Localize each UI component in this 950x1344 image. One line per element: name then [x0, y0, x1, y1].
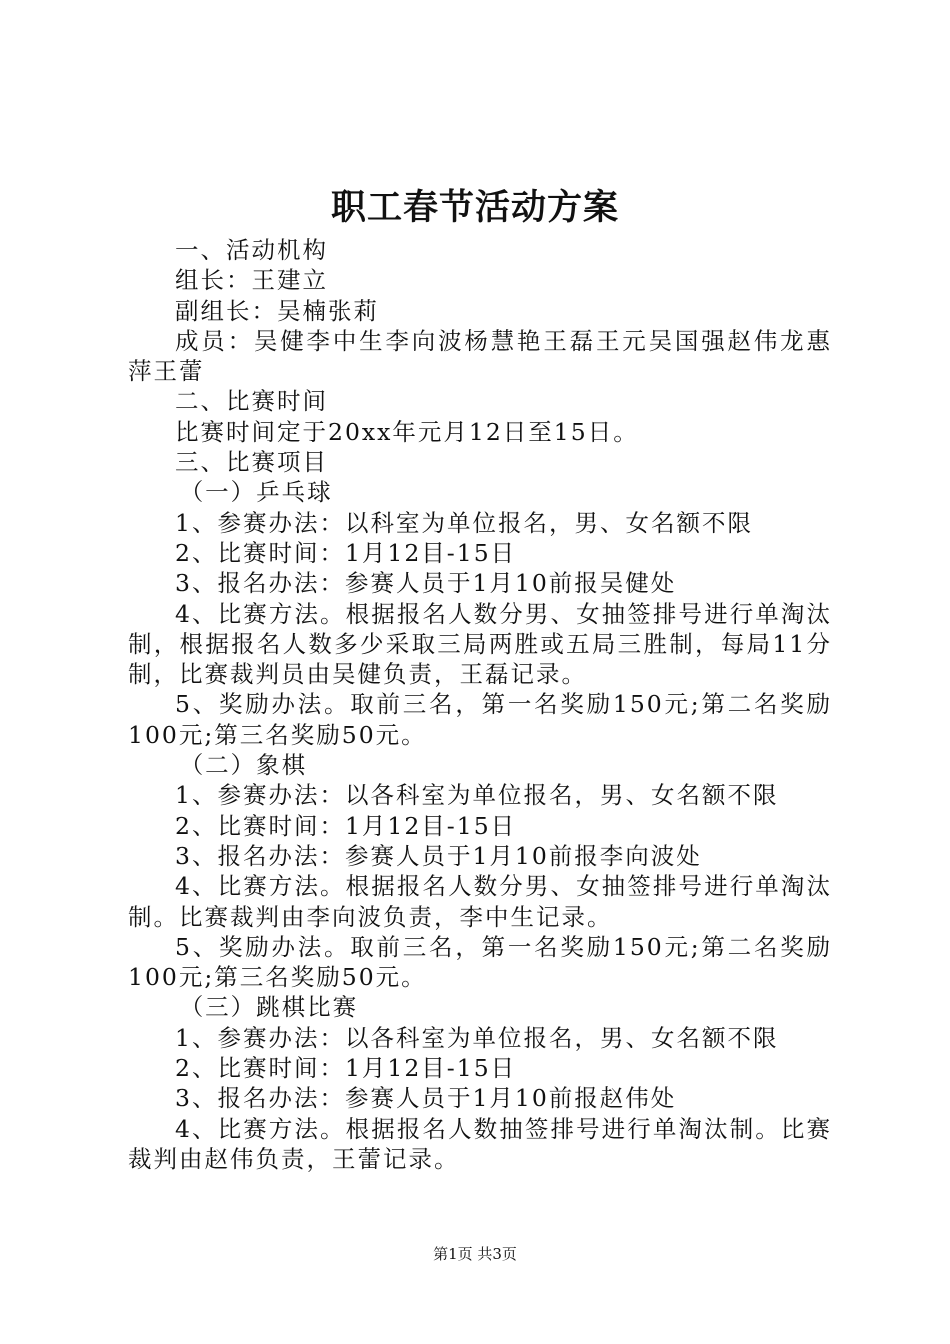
- event-heading-table-tennis: （一）乒乓球: [179, 478, 333, 507]
- table-tennis-rule-4: 4、比赛方法。根据报名人数分男、女抽签排号进行单淘汰制，根据报名人数多少采取三局两胜或五局三胜制，每局11分制，比赛裁判员由吴健负责，王磊记录。: [128, 599, 832, 689]
- chess-rule-3: 3、报名办法：参赛人员于1月10前报李向波处: [175, 841, 702, 870]
- team-leader-line: 组长：王建立: [175, 266, 328, 295]
- page-number-footer: 第1页 共3页: [433, 1245, 517, 1263]
- deputy-leader-line: 副组长：吴楠张莉: [175, 296, 379, 325]
- section-heading-events: 三、比赛项目: [175, 448, 328, 477]
- members-line: 成员：吴健李中生李向波杨慧艳王磊王元吴国强赵伟龙惠萍王蕾: [128, 326, 832, 386]
- competition-time-line: 比赛时间定于20xx年元月12日至15日。: [175, 417, 639, 446]
- event-heading-checkers: （三）跳棋比赛: [179, 993, 359, 1022]
- table-tennis-rule-1: 1、参赛办法：以科室为单位报名，男、女名额不限: [175, 508, 753, 537]
- chess-rule-1: 1、参赛办法：以各科室为单位报名，男、女名额不限: [175, 781, 779, 810]
- document-body: [128, 235, 832, 1174]
- table-tennis-rule-3: 3、报名办法：参赛人员于1月10前报吴健处: [175, 569, 677, 598]
- section-heading-organization: 一、活动机构: [175, 236, 328, 264]
- document-title: 职工春节活动方案: [330, 187, 619, 228]
- event-heading-chess: （二）象棋: [179, 751, 308, 780]
- section-heading-time: 二、比赛时间: [175, 387, 328, 416]
- table-tennis-rule-2: 2、比赛时间：1月12目-15日: [175, 538, 517, 567]
- checkers-rule-3: 3、报名办法：参赛人员于1月10前报赵伟处: [175, 1084, 677, 1113]
- checkers-rule-4: 4、比赛方法。根据报名人数抽签排号进行单淘汰制。比赛裁判由赵伟负责，王蕾记录。: [128, 1114, 832, 1173]
- chess-rule-5: 5、奖励办法。取前三名，第一名奖励150元;第二名奖励100元;第三名奖励50元。: [128, 932, 832, 992]
- checkers-rule-2: 2、比赛时间：1月12目-15日: [175, 1054, 517, 1083]
- chess-rule-2: 2、比赛时间：1月12目-15日: [175, 811, 517, 840]
- checkers-rule-1: 1、参赛办法：以各科室为单位报名，男、女名额不限: [175, 1023, 779, 1052]
- table-tennis-rule-5: 5、奖励办法。取前三名，第一名奖励150元;第二名奖励100元;第三名奖励50元。: [128, 690, 832, 749]
- chess-rule-4: 4、比赛方法。根据报名人数分男、女抽签排号进行单淘汰制。比赛裁判由李向波负责，李中生记录。: [128, 872, 832, 931]
